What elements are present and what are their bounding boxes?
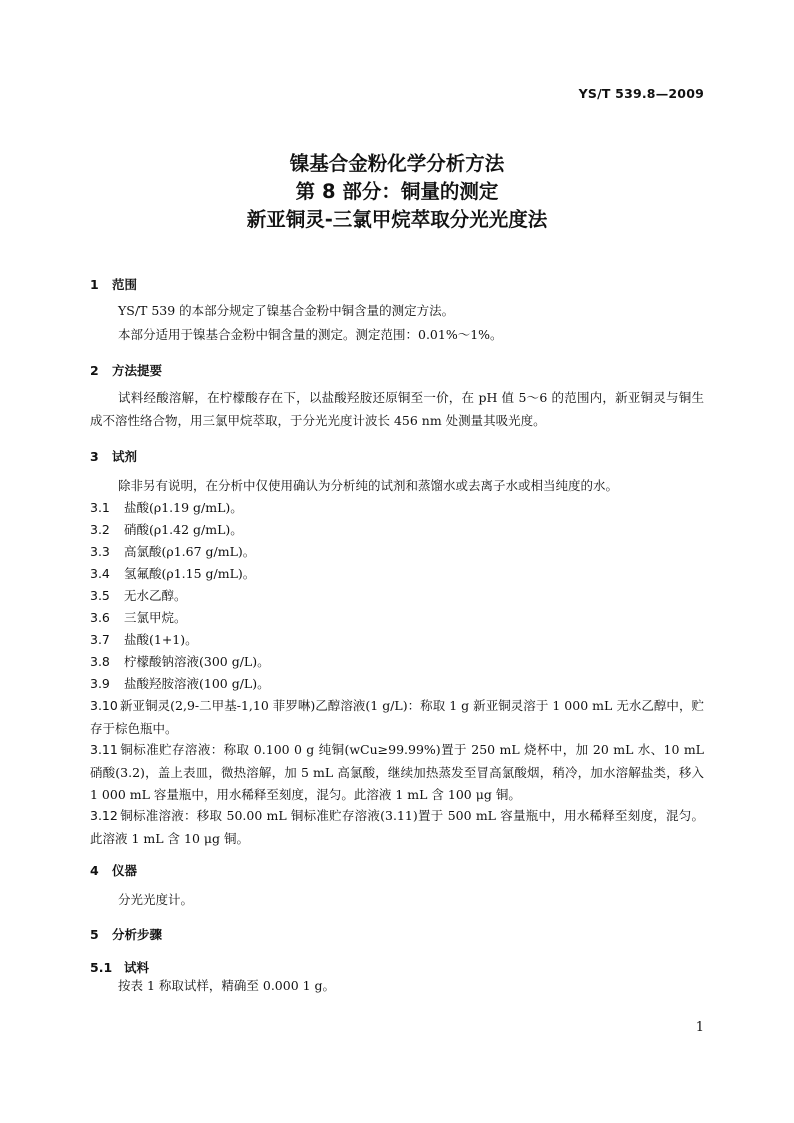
item-text: 氢氟酸(ρ1.15 g/mL)。 [124,566,256,581]
section-heading-apparatus [90,861,137,879]
reagents-intro: 除非另有说明，在分析中仅使用确认为分析纯的试剂和蒸馏水或去离子水或相当纯度的水。 [118,478,619,493]
item-text: 高氯酸(ρ1.67 g/mL)。 [124,544,256,559]
subsection-number: 5.1 [90,960,113,975]
item-number: 3.7 [90,632,110,647]
section-number: 2 [90,363,99,378]
item-text: 柠檬酸钠溶液(300 g/L)。 [124,654,270,669]
section-heading-reagents [90,447,137,465]
item-text: 三氯甲烷。 [124,610,187,625]
subsection-heading-sample [90,958,149,976]
title-line-2: 第 8 部分：铜量的测定 [295,180,499,203]
item-number: 3.9 [90,676,110,691]
section-number: 3 [90,449,99,464]
reagent-item [90,651,704,674]
item-text: 铜标准贮存溶液：称取 0.100 0 g 纯铜(wCu≥99.99%)置于 250 mL 烧杯中，加 20 mL 水、10 mL 硝酸(3.2)，盖上表皿，微热溶解，加 5 mL 高氯酸，继续加热蒸发至冒高氯酸烟，稍冷，加水溶解盐类，移入 1 000 mL 容量瓶中，用水稀释至刻度，混匀。此溶液 1 mL 含 100 μg 铜。 [90,742,704,802]
reagent-item [90,585,704,608]
method-paragraph: 试料经酸溶解，在柠檬酸存在下，以盐酸羟胺还原铜至一价，在 pH 值 5～6 的范围内，新亚铜灵与铜生成不溶性络合物，用三氯甲烷萃取，于分光光度计波长 456 nm 处测量其吸光度。 [90,390,704,428]
section-number: 4 [90,863,99,878]
section-title: 分析步骤 [112,927,163,942]
scope-paragraph-1: YS/T 539 的本部分规定了镍基合金粉中铜含量的测定方法。 [118,303,455,318]
reagent-item [90,607,704,630]
subsection-title: 试料 [124,960,150,975]
item-number: 3.10 [90,698,118,713]
item-text: 硝酸(ρ1.42 g/mL)。 [124,522,243,537]
item-number: 3.1 [90,500,110,515]
title-line-3: 新亚铜灵-三氯甲烷萃取分光光度法 [246,208,548,231]
reagent-item [90,695,704,740]
reagent-item [90,673,704,696]
apparatus-paragraph: 分光光度计。 [118,892,194,907]
item-text: 无水乙醇。 [124,588,187,603]
reagent-item [90,629,704,652]
item-text: 盐酸(1+1)。 [124,632,198,647]
item-number: 3.11 [90,742,118,757]
document-title [0,150,794,234]
title-line-1: 镍基合金粉化学分析方法 [289,152,505,175]
item-text: 盐酸(ρ1.19 g/mL)。 [124,500,243,515]
standard-code: YS/T 539.8—2009 [578,86,704,101]
item-text: 铜标准溶液：移取 50.00 mL 铜标准贮存溶液(3.11)置于 500 mL 容量瓶中，用水稀释至刻度，混匀。此溶液 1 mL 含 10 μg 铜。 [90,808,704,846]
item-number: 3.8 [90,654,110,669]
section-title: 方法提要 [112,363,163,378]
item-number: 3.5 [90,588,110,603]
sample-paragraph: 按表 1 称取试样，精确至 0.000 1 g。 [118,978,336,993]
section-heading-procedure [90,925,162,943]
item-number: 3.2 [90,522,110,537]
reagent-item [90,805,704,850]
page-number: 1 [695,1020,704,1035]
section-heading-method [90,361,162,379]
section-title: 仪器 [112,863,138,878]
item-number: 3.3 [90,544,110,559]
section-number: 1 [90,277,99,292]
scope-paragraph-2: 本部分适用于镍基合金粉中铜含量的测定。测定范围：0.01%～1%。 [118,327,503,342]
reagent-item [90,563,704,586]
reagent-item [90,739,704,807]
item-number: 3.6 [90,610,110,625]
item-number: 3.4 [90,566,110,581]
reagent-item [90,519,704,542]
item-text: 盐酸羟胺溶液(100 g/L)。 [124,676,270,691]
section-number: 5 [90,927,99,942]
section-heading-scope [90,275,137,293]
item-text: 新亚铜灵(2,9-二甲基-1,10 菲罗啉)乙醇溶液(1 g/L)：称取 1 g 新亚铜灵溶于 1 000 mL 无水乙醇中，贮存于棕色瓶中。 [90,698,704,736]
item-number: 3.12 [90,808,118,823]
reagent-item [90,497,704,520]
section-title: 试剂 [112,449,138,464]
section-title: 范围 [112,277,138,292]
reagent-item [90,541,704,564]
